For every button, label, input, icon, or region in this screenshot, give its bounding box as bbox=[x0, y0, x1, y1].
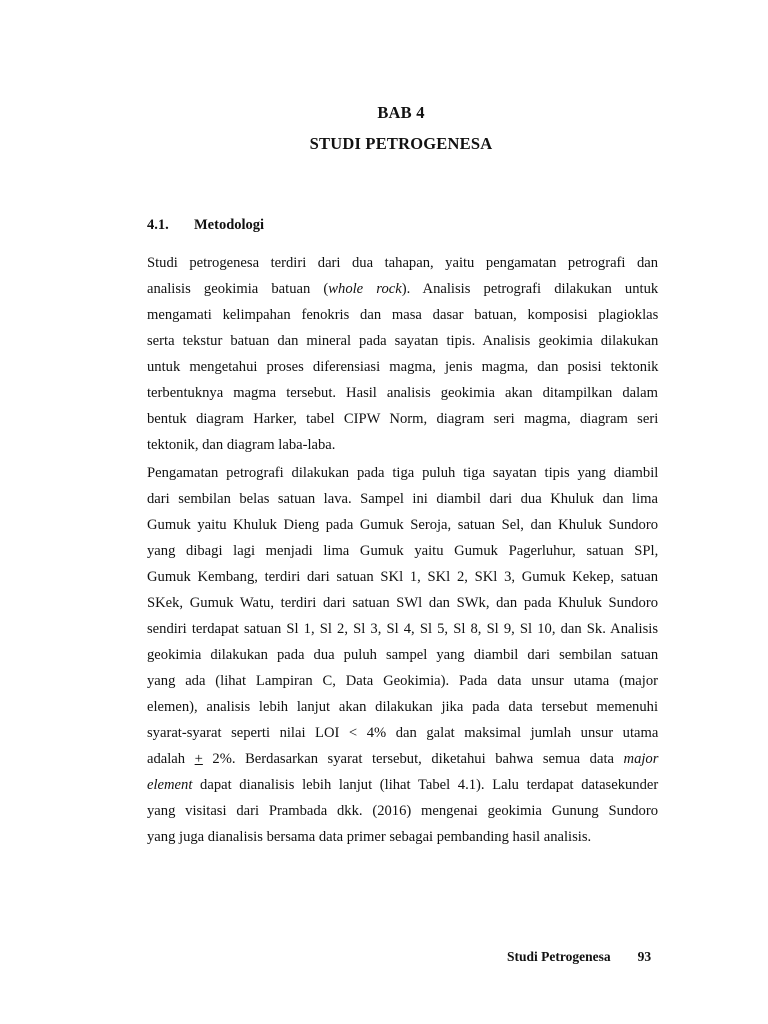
chapter-number: BAB 4 bbox=[377, 103, 425, 122]
paragraph-line bbox=[147, 432, 658, 458]
line-text: yang visitasi dari Prambada dkk. (2016) mengenai geokimia Gunung Sundoro bbox=[147, 803, 658, 819]
paragraph-line bbox=[147, 538, 658, 564]
line-text: untuk mengetahui proses diferensiasi magma, jenis magma, dan posisi tektonik bbox=[147, 359, 659, 375]
line-text: Studi petrogenesa terdiri dari dua tahapan, yaitu pengamatan petrografi dan bbox=[147, 255, 659, 271]
line-text: Gumuk Kembang, terdiri dari satuan SKl 1, SKl 2, SKl 3, Gumuk Kekep, satuan bbox=[147, 569, 658, 585]
plus-minus-symbol: + bbox=[194, 751, 203, 767]
italic-term: major bbox=[623, 751, 659, 767]
line-text: Gumuk yaitu Khuluk Dieng pada Gumuk Seroja, satuan Sel, dan Khuluk Sundoro bbox=[147, 517, 658, 533]
line-text: yang juga dianalisis bersama data primer sebagai pembanding hasil analisis. bbox=[147, 829, 592, 845]
line-text: yang ada (lihat Lampiran C, Data Geokimia). Pada data unsur utama (major bbox=[147, 673, 658, 689]
footer-title: Studi Petrogenesa bbox=[507, 949, 611, 964]
paragraph-line bbox=[147, 590, 658, 616]
line-text: adalah bbox=[147, 751, 195, 767]
paragraph-line bbox=[147, 798, 658, 824]
line-text: bentuk diagram Harker, tabel CIPW Norm, diagram seri magma, diagram seri bbox=[147, 411, 659, 427]
paragraph-line bbox=[147, 302, 658, 328]
paragraph-line bbox=[147, 486, 658, 512]
section-heading bbox=[147, 217, 264, 234]
line-text: terbentuknya magma tersebut. Hasil analisis geokimia akan ditampilkan dalam bbox=[147, 385, 658, 401]
paragraph-line bbox=[147, 694, 658, 720]
paragraph-line bbox=[147, 642, 658, 668]
line-text: syarat-syarat seperti nilai LOI < 4% dan galat maksimal jumlah unsur utama bbox=[147, 725, 659, 741]
paragraph-line bbox=[147, 668, 658, 694]
paragraph-line bbox=[147, 772, 658, 798]
page-number: 93 bbox=[637, 949, 652, 964]
section-number: 4.1. bbox=[147, 217, 169, 233]
line-text: tektonik, dan diagram laba-laba. bbox=[147, 437, 336, 453]
paragraph-petrography-samples bbox=[147, 460, 658, 850]
paragraph-line bbox=[147, 354, 658, 380]
line-text: mengamati kelimpahan fenokris dan masa dasar batuan, komposisi plagioklas bbox=[147, 307, 659, 323]
line-text: yang dibagi lagi menjadi lima Gumuk yaitu Gumuk Pagerluhur, satuan SPl, bbox=[147, 543, 659, 559]
paragraph-line bbox=[147, 380, 658, 406]
paragraph-line bbox=[147, 276, 658, 302]
page-footer bbox=[507, 949, 651, 965]
line-text: sendiri terdapat satuan Sl 1, Sl 2, Sl 3, Sl 4, Sl 5, Sl 8, Sl 9, Sl 10, dan Sk. Analisis bbox=[147, 621, 659, 637]
line-text: dapat dianalisis lebih lanjut (lihat Tabel 4.1). Lalu terdapat datasekunder bbox=[192, 777, 659, 793]
line-text: Pengamatan petrografi dilakukan pada tiga puluh tiga sayatan tipis yang diambil bbox=[147, 465, 659, 481]
paragraph-line bbox=[147, 512, 658, 538]
paragraph-line bbox=[147, 564, 658, 590]
paragraph-line bbox=[147, 328, 658, 354]
paragraph-line bbox=[147, 616, 658, 642]
line-text: ). Analisis petrografi dilakukan untuk bbox=[401, 281, 659, 297]
line-text: 2%. Berdasarkan syarat tersebut, diketahui bahwa semua data bbox=[202, 751, 624, 767]
italic-term: whole rock bbox=[328, 281, 402, 297]
line-text: geokimia dilakukan pada dua puluh sampel yang diambil dari sembilan satuan bbox=[147, 647, 659, 663]
paragraph-line bbox=[147, 250, 658, 276]
line-text: serta tekstur batuan dan mineral pada sayatan tipis. Analisis geokimia dilakukan bbox=[147, 333, 659, 349]
paragraph-line bbox=[147, 460, 658, 486]
paragraph-line bbox=[147, 746, 658, 772]
section-title: Metodologi bbox=[194, 217, 265, 233]
paragraph-line bbox=[147, 406, 658, 432]
paragraph-line bbox=[147, 720, 658, 746]
chapter-title: STUDI PETROGENESA bbox=[309, 134, 493, 153]
line-text: SKek, Gumuk Watu, terdiri dari satuan SWl dan SWk, dan pada Khuluk Sundoro bbox=[147, 595, 658, 611]
paragraph-methodology-overview bbox=[147, 250, 658, 458]
line-text: dari sembilan belas satuan lava. Sampel ini diambil dari dua Khuluk dan lima bbox=[147, 491, 658, 507]
paragraph-line bbox=[147, 824, 658, 850]
line-text: analisis geokimia batuan ( bbox=[147, 281, 329, 297]
italic-term: element bbox=[147, 777, 193, 793]
line-text: elemen), analisis lebih lanjut akan dilakukan jika pada data tersebut memenuhi bbox=[147, 699, 658, 715]
